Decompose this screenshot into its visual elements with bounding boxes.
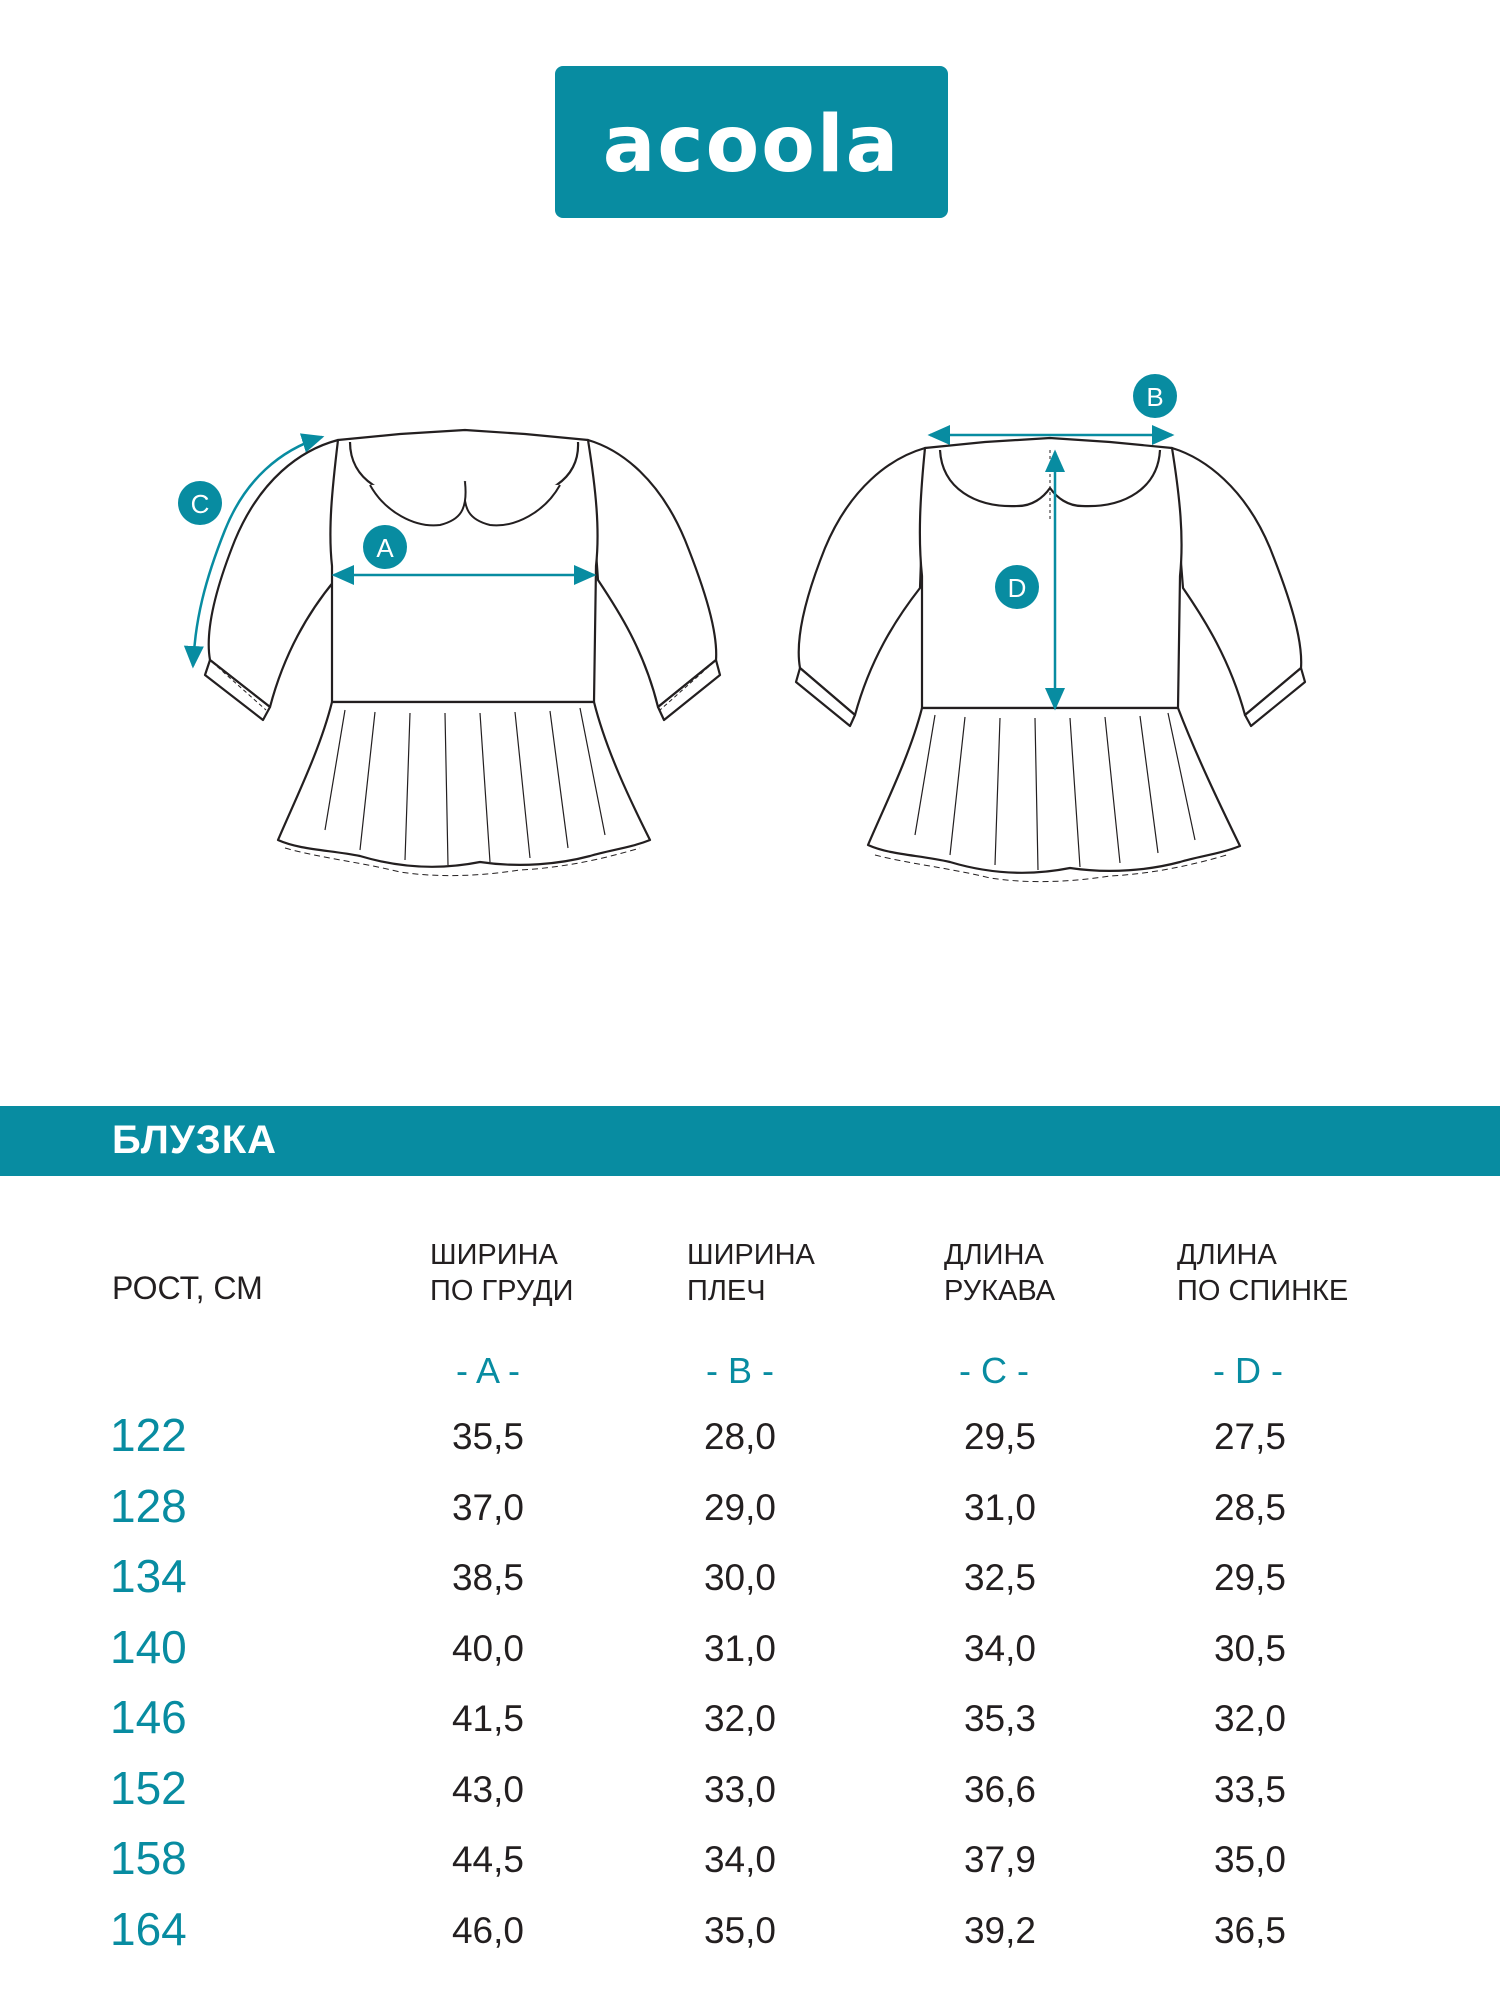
- marker-b: [1133, 374, 1177, 418]
- table-row: [0, 1479, 1500, 1539]
- value-d: 35,0: [1213, 1839, 1286, 1880]
- value-d: 33,5: [1213, 1769, 1286, 1810]
- col-a-header: ШИРИНА ПО ГРУДИ: [430, 1239, 574, 1307]
- value-c: 35,3: [963, 1698, 1036, 1739]
- value-b: 28,0: [703, 1416, 776, 1457]
- value-b: 29,0: [703, 1487, 776, 1528]
- value-b: 35,0: [703, 1910, 776, 1951]
- height-cell: 134: [110, 1550, 187, 1602]
- height-cell: 164: [110, 1903, 187, 1955]
- brand-logo-text: acoola: [602, 100, 901, 190]
- value-b: 34,0: [703, 1839, 776, 1880]
- height-cell: 158: [110, 1832, 187, 1884]
- height-header: РОСТ, СМ: [112, 1270, 263, 1306]
- brand-logo: [555, 66, 948, 218]
- value-d: 28,5: [1213, 1487, 1286, 1528]
- value-a: 40,0: [451, 1628, 524, 1669]
- col-a-letter: - A -: [455, 1350, 521, 1391]
- value-a: 41,5: [451, 1698, 524, 1739]
- col-d-letter: - D -: [1213, 1350, 1283, 1391]
- value-c: 36,6: [963, 1769, 1036, 1810]
- value-c: 34,0: [963, 1628, 1036, 1669]
- table-row: [0, 1549, 1500, 1609]
- marker-d: [995, 565, 1039, 609]
- col-c-letter: - C -: [959, 1350, 1029, 1391]
- table-row: [0, 1690, 1500, 1750]
- col-b-header: ШИРИНА ПЛЕЧ: [687, 1239, 815, 1307]
- table-row: [0, 1902, 1500, 1962]
- height-cell: 122: [110, 1409, 187, 1461]
- marker-b-label: B: [1146, 382, 1164, 412]
- value-a: 38,5: [451, 1557, 524, 1598]
- value-d: 32,0: [1213, 1698, 1286, 1739]
- marker-d-label: D: [1007, 573, 1027, 603]
- value-c: 37,9: [963, 1839, 1036, 1880]
- marker-c: [178, 481, 222, 525]
- marker-c-label: C: [190, 489, 210, 519]
- value-a: 35,5: [451, 1416, 524, 1457]
- value-a: 43,0: [451, 1769, 524, 1810]
- value-c: 31,0: [963, 1487, 1036, 1528]
- height-cell: 146: [110, 1691, 187, 1743]
- col-d-header: ДЛИНА ПО СПИНКЕ: [1177, 1239, 1349, 1307]
- value-c: 29,5: [963, 1416, 1036, 1457]
- height-cell: 140: [110, 1621, 187, 1673]
- value-a: 44,5: [451, 1839, 524, 1880]
- value-a: 46,0: [451, 1910, 524, 1951]
- col-c-header: ДЛИНА РУКАВА: [944, 1239, 1056, 1307]
- value-c: 32,5: [963, 1557, 1036, 1598]
- marker-a: [363, 525, 407, 569]
- height-cell: 128: [110, 1480, 187, 1532]
- product-title: БЛУЗКА: [112, 1118, 278, 1162]
- col-b-letter: - B -: [706, 1350, 774, 1391]
- height-cell: 152: [110, 1762, 187, 1814]
- value-b: 33,0: [703, 1769, 776, 1810]
- back-view: [796, 438, 1305, 882]
- value-b: 31,0: [703, 1628, 776, 1669]
- table-row: [0, 1761, 1500, 1821]
- garment-diagram: [0, 370, 1500, 910]
- table-row: [0, 1408, 1500, 1468]
- value-b: 32,0: [703, 1698, 776, 1739]
- table-row: [0, 1831, 1500, 1891]
- value-d: 27,5: [1213, 1416, 1286, 1457]
- value-b: 30,0: [703, 1557, 776, 1598]
- marker-a-label: A: [376, 533, 394, 563]
- front-view: [205, 430, 720, 876]
- value-d: 36,5: [1213, 1910, 1286, 1951]
- product-title-band: [0, 1106, 1500, 1176]
- value-a: 37,0: [451, 1487, 524, 1528]
- value-d: 29,5: [1213, 1557, 1286, 1598]
- table-row: [0, 1620, 1500, 1680]
- value-d: 30,5: [1213, 1628, 1286, 1669]
- value-c: 39,2: [963, 1910, 1036, 1951]
